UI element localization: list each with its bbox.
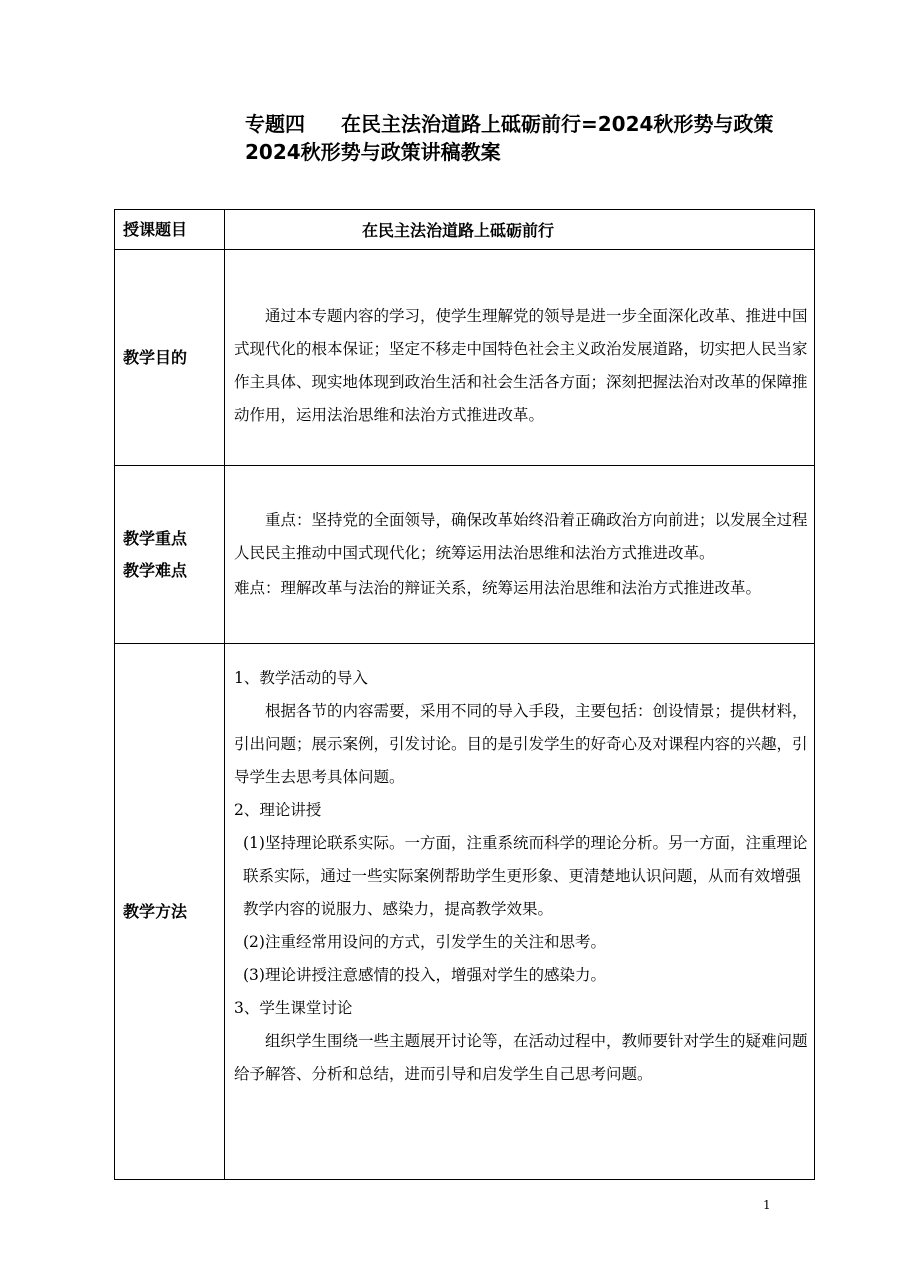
difficulty-text: 难点：理解改革与法治的辩证关系，统筹运用法治思维和法治方式推进改革。: [234, 579, 762, 597]
focus-text: 重点：坚持党的全面领导，确保改革始终沿着正确政治方向前进；以发展全过程人民民主推动中国式现代化；统筹运用法治思维和法治方式推进改革。: [234, 511, 808, 562]
methods-item-1: (1)坚持理论联系实际。一方面，注重系统而科学的理论分析。另一方面，注重理论联系实际，通过一些实际案例帮助学生更形象、更清楚地认识问题，从而有效增强教学内容的说服力、感染力，提高教学效果。: [243, 834, 808, 918]
methods-heading-3: 3、学生课堂讨论: [234, 999, 353, 1017]
key-points-label-focus: 教学重点: [123, 528, 188, 548]
key-points-cell: [225, 466, 815, 644]
methods-para-3: 组织学生围绕一些主题展开讨论等，在活动过程中，教师要针对学生的疑难问题给予解答、分析和总结，进而引导和启发学生自己思考问题。: [234, 1032, 808, 1083]
title-topic-number: 专题四: [245, 112, 305, 136]
methods-label: 教学方法: [115, 644, 225, 1180]
methods-row: [115, 644, 815, 1180]
methods-heading-2: 2、理论讲授: [234, 801, 322, 819]
objective-label: 教学目的: [115, 250, 225, 466]
topic-label: 授课题目: [115, 210, 225, 250]
methods-heading-1: 1、教学活动的导入: [234, 669, 368, 687]
key-points-label: [115, 466, 225, 644]
title-topic-name: 在民主法治道路上砥砺前行=2024秋形势与政策: [341, 112, 774, 136]
objective-cell: [225, 250, 815, 466]
lesson-plan-table: [114, 209, 815, 1180]
document-title: [245, 110, 865, 166]
methods-cell: [225, 644, 815, 1180]
key-points-row: [115, 466, 815, 644]
key-points-label-difficulty: 教学难点: [123, 560, 188, 580]
title-subtitle: 2024秋形势与政策讲稿教案: [245, 140, 501, 164]
topic-row: [115, 210, 815, 250]
topic-value: 在民主法治道路上砥砺前行: [225, 210, 815, 250]
methods-item-3: (3)理论讲授注意感情的投入，增强对学生的感染力。: [243, 966, 606, 984]
objective-row: [115, 250, 815, 466]
page-number: 1: [763, 1198, 771, 1212]
methods-item-2: (2)注重经常用设问的方式，引发学生的关注和思考。: [243, 933, 606, 951]
objective-text: 通过本专题内容的学习，使学生理解党的领导是进一步全面深化改革、推进中国式现代化的根本保证；坚定不移走中国特色社会主义政治发展道路，切实把人民当家作主具体、现实地体现到政治生活和社会生活各方面；深刻把握法治对改革的保障推动作用，运用法治思维和法治方式推进改革。: [234, 306, 808, 424]
methods-para-1: 根据各节的内容需要，采用不同的导入手段，主要包括：创设情景；提供材料，引出问题；展示案例，引发讨论。目的是引发学生的好奇心及对课程内容的兴趣，引导学生去思考具体问题。: [234, 702, 808, 786]
